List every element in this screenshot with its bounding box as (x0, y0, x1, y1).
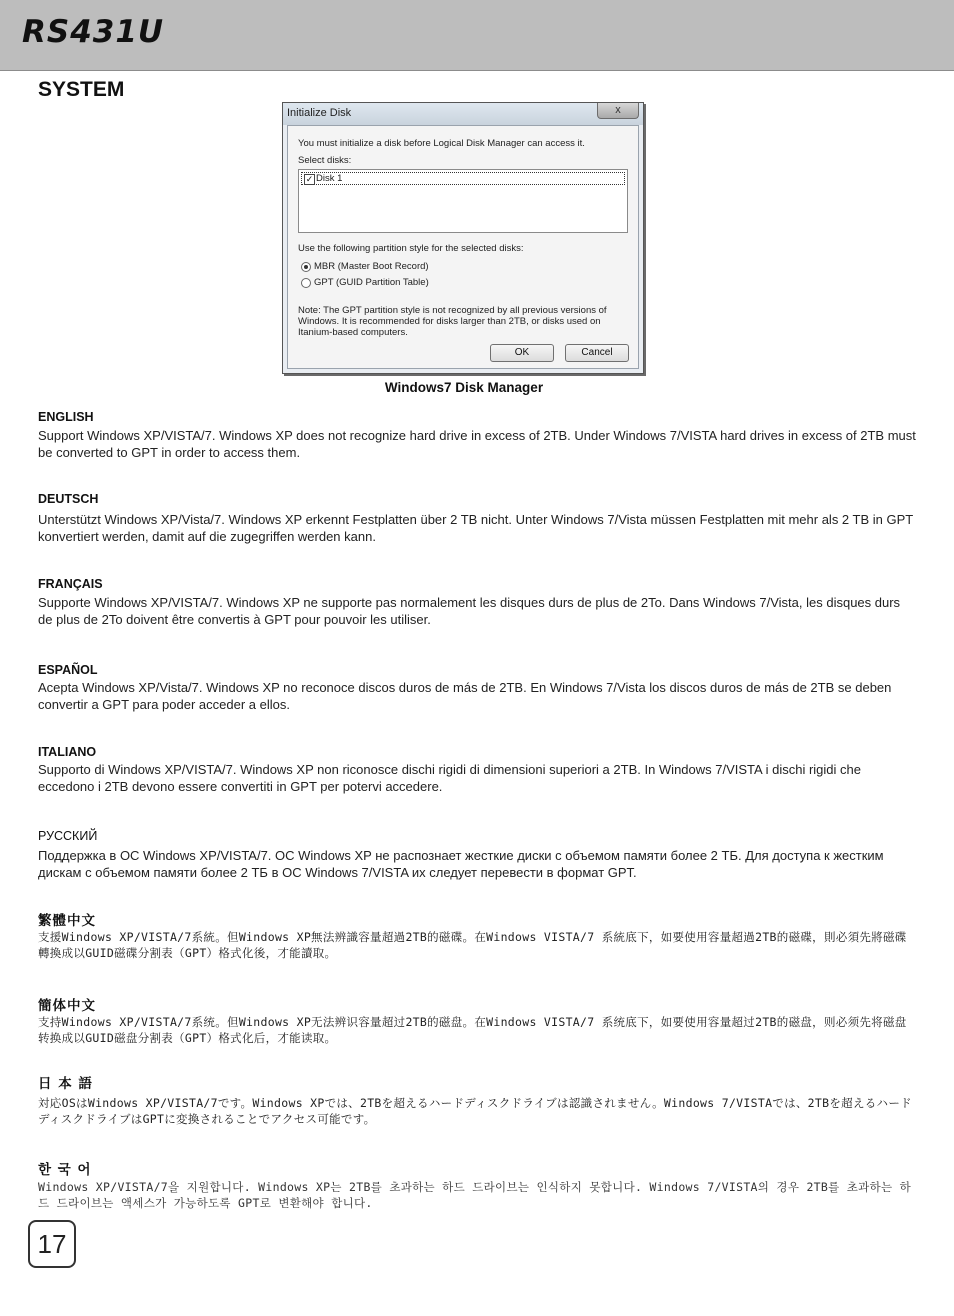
note-line: Note: The GPT partition style is not recognized by all previous versions of (298, 305, 607, 316)
select-disks-label: Select disks: (298, 155, 352, 166)
lang-heading-simplified-chinese: 簡体中文 (38, 998, 96, 1014)
disk-label: Disk 1 (316, 173, 343, 184)
lang-heading-italiano: ITALIANO (38, 745, 97, 759)
lang-heading-japanese: 日 本 語 (38, 1076, 93, 1092)
lang-heading-russian: РУССКИЙ (38, 829, 98, 843)
initialize-disk-dialog (282, 102, 644, 374)
gpt-label: GPT (GUID Partition Table) (314, 277, 429, 288)
mbr-radio[interactable] (301, 262, 311, 272)
gpt-radio[interactable] (301, 278, 311, 288)
lang-text-francais: Supporte Windows XP/VISTA/7. Windows XP ne supporte pas normalement les disques durs de plus de 2To. Dans Windows 7/Vista, les disques durs de plus de 2To doivent être convertis à GPT pour pouvoir les utiliser. (38, 595, 901, 627)
note-line: Windows. It is recommended for disks larger than 2TB, or disks used on (298, 316, 601, 327)
dialog-title: Initialize Disk (287, 107, 352, 119)
close-icon[interactable]: x (597, 103, 639, 119)
lang-heading-english: ENGLISH (38, 410, 94, 424)
lang-text-deutsch: Unterstützt Windows XP/Vista/7. Windows XP erkennt Festplatten über 2 TB nicht. Unter Windows 7/Vista müssen Festplatten mit mehr als 2 TB in GPT konvertiert werden, damit auf die zugegriffen werden kann. (38, 512, 913, 544)
dialog-intro: You must initialize a disk before Logical Disk Manager can access it. (298, 138, 585, 149)
dialog-titlebar (283, 103, 643, 125)
ok-button[interactable]: OK (490, 344, 554, 362)
disk-checkbox[interactable]: ✓ (305, 174, 314, 184)
lang-text-japanese: 対応OSはWindows XP/VISTA/7です。Windows XPでは、2TBを超えるハードディスクドライブは認識されません。Windows 7/VISTAでは、2TBを超えるハードディスクドライブはGPTに変換されることでアクセス可能です。 (38, 1096, 912, 1126)
dialog-body (287, 125, 639, 369)
lang-text-russian: Поддержка в ОС Windows XP/VISTA/7. ОС Windows XP не распознает жесткие диски с объемом памяти более 2 ТБ. Для доступа к жестким дискам с объемом памяти более 2 ТБ в ОС Windows 7/VISTA их следует перевести в формат GPT. (38, 848, 884, 880)
lang-text-espanol: Acepta Windows XP/Vista/7. Windows XP no reconoce discos duros de más de 2TB. En Windows 7/Vista los discos duros de más de 2TB se deben convertir a GPT para poder acceder a ellos. (38, 680, 892, 712)
lang-text-traditional-chinese: 支援Windows XP/VISTA/7系統。但Windows XP無法辨識容量超過2TB的磁碟。在Windows VISTA/7 系統底下，如要使用容量超過2TB的磁碟，則必須先將磁碟轉換成以GUID磁碟分割表（GPT）格式化後，才能讀取。 (38, 930, 907, 960)
header-bar (0, 0, 954, 71)
section-title: SYSTEM (38, 78, 125, 101)
lang-text-korean: Windows XP/VISTA/7을 지원합니다. Windows XP는 2TB를 초과하는 하드 드라이브는 인식하지 못합니다. Windows 7/VISTA의 경우 2TB를 초과하는 하드 드라이브는 액세스가 가능하도록 GPT로 변환해야 합니다. (38, 1180, 912, 1210)
lang-heading-francais: FRANÇAIS (38, 577, 103, 591)
list-item[interactable] (301, 172, 625, 185)
page-number: 17 (28, 1220, 76, 1268)
disk-list[interactable] (298, 169, 628, 233)
note-line: Itanium-based computers. (298, 327, 408, 338)
lang-text-english: Support Windows XP/VISTA/7. Windows XP does not recognize hard drive in excess of 2TB. Under Windows 7/VISTA hard drives in excess of 2TB must be converted to GPT in order to access them. (38, 428, 916, 460)
lang-heading-deutsch: DEUTSCH (38, 492, 99, 506)
mbr-label: MBR (Master Boot Record) (314, 261, 429, 272)
partition-style-label: Use the following partition style for the selected disks: (298, 243, 524, 254)
figure-caption: Windows7 Disk Manager (384, 380, 544, 395)
cancel-button[interactable]: Cancel (565, 344, 629, 362)
lang-text-simplified-chinese: 支持Windows XP/VISTA/7系统。但Windows XP无法辨识容量超过2TB的磁盘。在Windows VISTA/7 系统底下，如要使用容量超过2TB的磁盘，则必须先将磁盘转换成以GUID磁盘分割表（GPT）格式化后，才能读取。 (38, 1015, 907, 1045)
lang-heading-espanol: ESPAÑOL (38, 663, 98, 677)
lang-heading-traditional-chinese: 繁體中文 (38, 913, 96, 929)
lang-text-italiano: Supporto di Windows XP/VISTA/7. Windows XP non riconosce dischi rigidi di dimensioni superiori a 2TB. In Windows 7/VISTA i dischi rigidi che eccedono i 2TB devono essere convertiti in GPT per potervi accedere. (38, 762, 861, 794)
lang-heading-korean: 한 국 어 (38, 1162, 92, 1178)
product-title: RS431U (22, 14, 165, 50)
